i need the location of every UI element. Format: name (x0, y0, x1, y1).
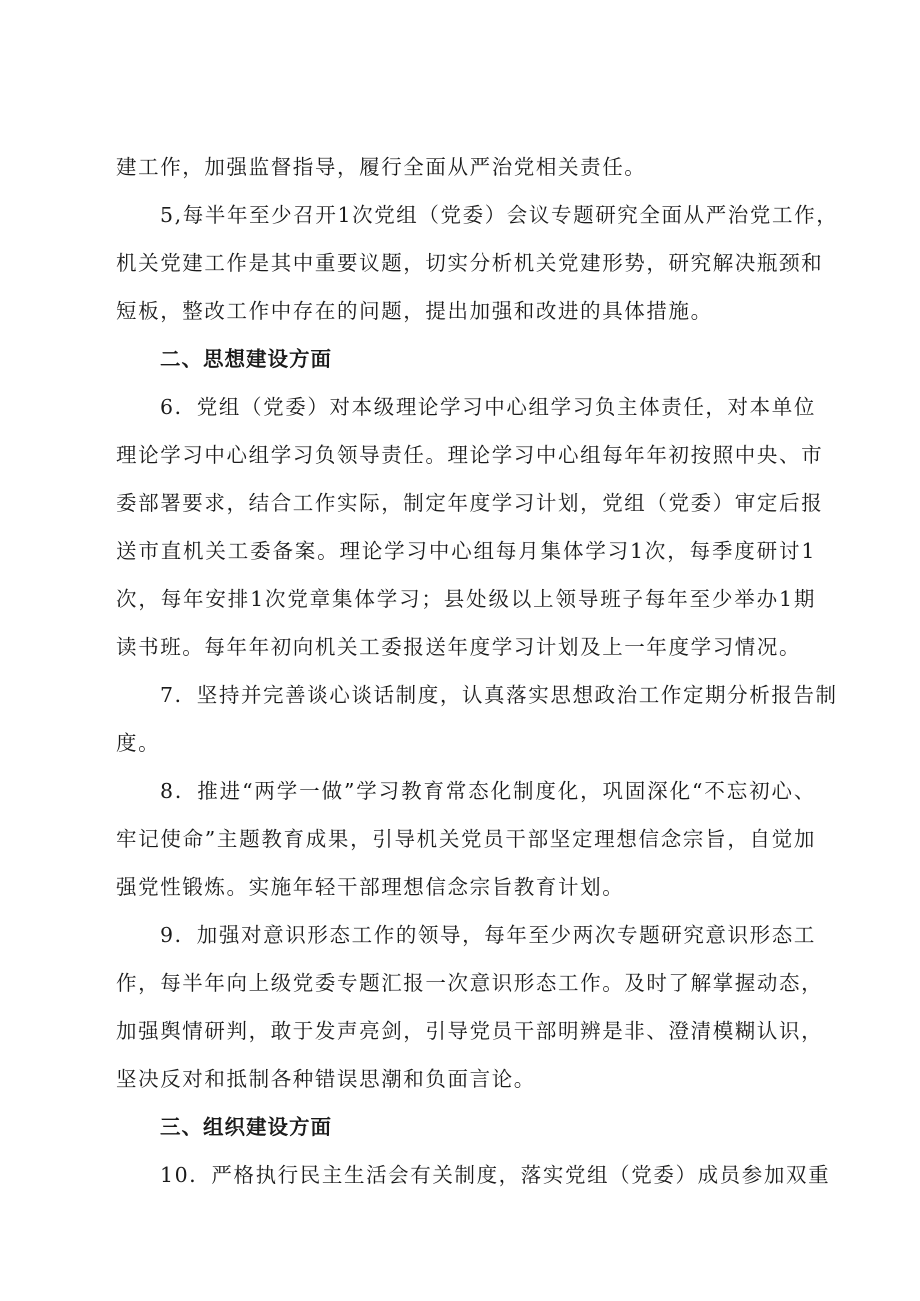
paragraph-line: 坚决反对和抵制各种错误思潮和负面言论。 (116, 1067, 536, 1091)
paragraph-line: 委部署要求，结合工作实际，制定年度学习计划，党组（党委）审定后报 (116, 491, 824, 515)
paragraph-line: 6．党组（党委）对本级理论学习中心组学习负主体责任，对本单位 (160, 395, 816, 419)
paragraph-line: 理论学习中心组学习负领导责任。理论学习中心组每年年初按照中央、市 (116, 443, 824, 467)
paragraph-line: 8．推进“两学一做”学习教育常态化制度化，巩固深化“不忘初心、 (160, 779, 816, 803)
paragraph-line: 建工作，加强监督指导，履行全面从严治党相关责任。 (116, 155, 647, 179)
paragraph-line: 5,每半年至少召开1次党组（党委）会议专题研究全面从严治党工作， (160, 203, 839, 227)
paragraph-line: 读书班。每年年初向机关工委报送年度学习计划及上一年度学习情况。 (116, 635, 802, 659)
paragraph-line: 加强舆情研判，敢于发声亮剑，引导党员干部明辨是非、澄清模糊认识， (116, 1019, 824, 1043)
paragraph-line: 度。 (116, 731, 161, 755)
section-heading: 二、思想建设方面 (160, 347, 332, 371)
section-heading: 三、组织建设方面 (160, 1115, 332, 1139)
paragraph-line: 送市直机关工委备案。理论学习中心组每月集体学习1次，每季度研讨1 (116, 539, 816, 563)
paragraph-line: 强党性锻炼。实施年轻干部理想信念宗旨教育计划。 (116, 875, 625, 899)
paragraph-line: 牢记使命”主题教育成果，引导机关党员干部坚定理想信念宗旨，自觉加 (116, 827, 816, 851)
paragraph-line: 作，每半年向上级党委专题汇报一次意识形态工作。及时了解掌握动态， (116, 971, 824, 995)
paragraph-line: 机关党建工作是其中重要议题，切实分析机关党建形势，研究解决瓶颈和 (116, 251, 824, 275)
paragraph-line: 7．坚持并完善谈心谈话制度，认真落实思想政治工作定期分析报告制 (160, 683, 838, 707)
paragraph-line: 9．加强对意识形态工作的领导，每年至少两次专题研究意识形态工 (160, 923, 816, 947)
paragraph-line: 10．严格执行民主生活会有关制度，落实党组（党委）成员参加双重 (160, 1163, 831, 1187)
paragraph-line: 次，每年安排1次党章集体学习；县处级以上领导班子每年至少举办1期 (116, 587, 816, 611)
paragraph-line: 短板，整改工作中存在的问题，提出加强和改进的具体措施。 (116, 299, 713, 323)
